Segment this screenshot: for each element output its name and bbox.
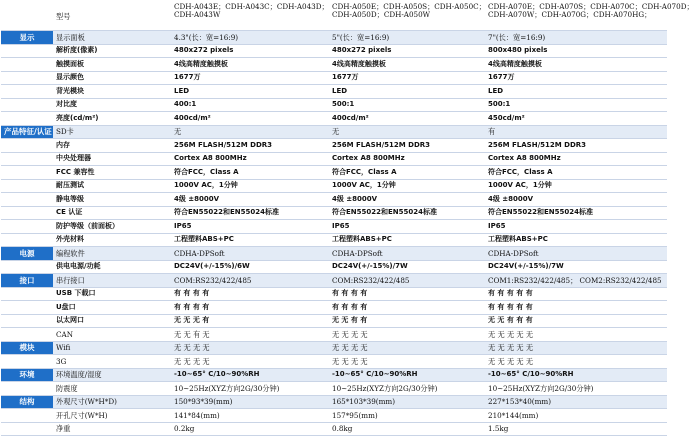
spec-value: 有 有 有 有 — [171, 287, 329, 301]
spec-value: 无 无 无 无 — [329, 328, 485, 342]
spec-row — [1, 58, 667, 72]
spec-value: 无 无 有 有 — [329, 314, 485, 328]
spec-label: 耐压测试 — [53, 179, 171, 193]
spec-label: 供电电源/功耗 — [53, 260, 171, 274]
spec-label: 背光模块 — [53, 85, 171, 99]
spec-value: 无 无 无 无 — [171, 355, 329, 369]
spec-value: 有 有 有 有 — [171, 301, 329, 315]
spec-row — [1, 260, 667, 274]
section-spacer — [1, 422, 53, 436]
spec-value: COM:RS232/422/485 — [171, 274, 329, 288]
spec-row — [1, 274, 667, 288]
spec-row — [1, 71, 667, 85]
spec-value: 符合EN55022和EN55024标准 — [171, 206, 329, 220]
spec-value: 210*144(mm) — [485, 409, 667, 423]
spec-row — [1, 206, 667, 220]
spec-value: 1000V AC，1分钟 — [329, 179, 485, 193]
spec-row — [1, 193, 667, 207]
spec-value: 无 无 无 无 — [171, 341, 329, 355]
section-spacer — [1, 152, 53, 166]
spec-label: Wifi — [53, 341, 171, 355]
spec-value: 157*95(mm) — [329, 409, 485, 423]
spec-row — [1, 368, 667, 382]
section-spacer — [1, 220, 53, 234]
header-model-a070 — [485, 1, 694, 31]
spec-value: LED — [485, 85, 667, 99]
spec-value: 227*153*40(mm) — [485, 395, 667, 409]
spec-row — [1, 179, 667, 193]
spec-value: 1.5kg — [485, 422, 667, 436]
section-label: 接口 — [1, 274, 53, 288]
spec-value: 10~25Hz(XYZ方向2G/30分钟) — [485, 382, 667, 396]
spec-value: 无 无 有 有 有 — [485, 314, 667, 328]
spec-value: -10~65° C/10~90%RH — [171, 368, 329, 382]
spec-row — [1, 85, 667, 99]
section-spacer — [1, 355, 53, 369]
spec-label: 外观尺寸(W*H*D) — [53, 395, 171, 409]
spec-row — [1, 328, 667, 342]
spec-row — [1, 139, 667, 153]
spec-value: DC24V(+/-15%)/7W — [485, 260, 667, 274]
spec-table — [1, 1, 694, 436]
spec-value: 无 — [171, 125, 329, 139]
spec-value: 符合FCC，Class A — [485, 166, 667, 180]
section-spacer — [1, 166, 53, 180]
spec-label: CAN — [53, 328, 171, 342]
spec-value: 无 无 有 无 — [171, 328, 329, 342]
section-label: 环境 — [1, 368, 53, 382]
section-spacer — [1, 193, 53, 207]
spec-label: 显示颜色 — [53, 71, 171, 85]
spec-value: 有 有 有 有 — [329, 301, 485, 315]
spec-label: 显示面板 — [53, 31, 171, 45]
spec-row — [1, 382, 667, 396]
spec-value: 无 无 无 无 — [329, 355, 485, 369]
spec-row — [1, 314, 667, 328]
spec-value: 5"(长：宽=16:9) — [329, 31, 485, 45]
spec-label: 防震度 — [53, 382, 171, 396]
spec-label: 对比度 — [53, 98, 171, 112]
spec-row — [1, 287, 667, 301]
model-a070-line-1: CDH-A070E；CDH-A070S；CDH-A070C；CDH-A070D； — [488, 2, 694, 11]
model-a043-line-2: CDH-A043W — [174, 10, 221, 19]
spec-value: 1677万 — [329, 71, 485, 85]
spec-value: 0.2kg — [171, 422, 329, 436]
spec-label: USB 下载口 — [53, 287, 171, 301]
spec-value: 4.3"(长：宽=16:9) — [171, 31, 329, 45]
spec-row — [1, 395, 667, 409]
spec-value: DC24V(+/-15%)/6W — [171, 260, 329, 274]
spec-value: 有 有 有 有 — [329, 287, 485, 301]
spec-label: 环境温度/湿度 — [53, 368, 171, 382]
spec-value: 有 — [485, 125, 667, 139]
spec-value: 工程塑料ABS+PC — [171, 233, 329, 247]
spec-value: IP65 — [171, 220, 329, 234]
spec-value: 无 无 无 有 — [171, 314, 329, 328]
spec-value: 有 有 有 有 有 — [485, 287, 667, 301]
spec-label: U盘口 — [53, 301, 171, 315]
spec-value: -10~65° C/10~90%RH — [329, 368, 485, 382]
header-corner — [1, 1, 53, 31]
spec-label: 防护等级（前面板） — [53, 220, 171, 234]
spec-label: 外壳材料 — [53, 233, 171, 247]
section-spacer — [1, 382, 53, 396]
spec-value: 7"(长：宽=16:9) — [485, 31, 667, 45]
spec-label: SD卡 — [53, 125, 171, 139]
spec-value: 480x272 pixels — [171, 44, 329, 58]
spec-row — [1, 247, 667, 261]
spec-label: 静电等级 — [53, 193, 171, 207]
spec-value: 4线高精度触摸板 — [171, 58, 329, 72]
spec-value: 符合EN55022和EN55024标准 — [485, 206, 667, 220]
spec-value: 256M FLASH/512M DDR3 — [329, 139, 485, 153]
spec-value: 400cd/m² — [329, 112, 485, 126]
spec-value: 工程塑料ABS+PC — [329, 233, 485, 247]
spec-label: 3G — [53, 355, 171, 369]
model-a050-line-2: CDH-A050D；CDH-A050W — [332, 10, 431, 19]
spec-row — [1, 125, 667, 139]
spec-row — [1, 301, 667, 315]
spec-value: 符合EN55022和EN55024标准 — [329, 206, 485, 220]
spec-value: CDHA-DPSoft — [485, 247, 667, 261]
spec-value: CDHA-DPSoft — [171, 247, 329, 261]
model-a070-line-2: CDH-A070W；CDH-A070G；CDH-A070HG； — [488, 10, 652, 19]
spec-value: 450cd/m² — [485, 112, 667, 126]
spec-value: 无 无 无 无 无 — [485, 341, 667, 355]
spec-row — [1, 233, 667, 247]
spec-value: 1000V AC，1分钟 — [485, 179, 667, 193]
spec-value: 500:1 — [485, 98, 667, 112]
section-spacer — [1, 85, 53, 99]
spec-value: 141*84(mm) — [171, 409, 329, 423]
section-spacer — [1, 98, 53, 112]
spec-value: DC24V(+/-15%)/7W — [329, 260, 485, 274]
section-spacer — [1, 179, 53, 193]
header-model-a043 — [171, 1, 329, 31]
header-label: 型号 — [53, 1, 171, 31]
spec-row — [1, 409, 667, 423]
spec-value: IP65 — [329, 220, 485, 234]
spec-label: 串行接口 — [53, 274, 171, 288]
section-spacer — [1, 301, 53, 315]
spec-row — [1, 152, 667, 166]
spec-value: 无 无 无 无 无 — [485, 355, 667, 369]
model-a043-line-1: CDH-A043E；CDH-A043C；CDH-A043D； — [174, 2, 329, 11]
spec-value: IP65 — [485, 220, 667, 234]
spec-value: 400cd/m² — [171, 112, 329, 126]
section-spacer — [1, 58, 53, 72]
spec-label: 内存 — [53, 139, 171, 153]
spec-label: 亮度(cd/m²) — [53, 112, 171, 126]
spec-value: 10~25Hz(XYZ方向2G/30分钟) — [171, 382, 329, 396]
section-spacer — [1, 112, 53, 126]
section-spacer — [1, 139, 53, 153]
section-spacer — [1, 44, 53, 58]
section-spacer — [1, 206, 53, 220]
spec-value: COM:RS232/422/485 — [329, 274, 485, 288]
section-spacer — [1, 328, 53, 342]
spec-row — [1, 355, 667, 369]
spec-value: CDHA-DPSoft — [329, 247, 485, 261]
spec-label: FCC 兼容性 — [53, 166, 171, 180]
header-model-a050 — [329, 1, 485, 31]
spec-value: 500:1 — [329, 98, 485, 112]
spec-value: Cortex A8 800MHz — [329, 152, 485, 166]
spec-label: 编程软件 — [53, 247, 171, 261]
section-label: 显示 — [1, 31, 53, 45]
spec-sheet — [1, 1, 694, 434]
spec-value: LED — [171, 85, 329, 99]
section-spacer — [1, 287, 53, 301]
spec-value: 符合FCC，Class A — [329, 166, 485, 180]
spec-value: 4级 ±8000V — [329, 193, 485, 207]
spec-row — [1, 31, 667, 45]
spec-value: 0.8kg — [329, 422, 485, 436]
spec-value: 无 — [329, 125, 485, 139]
spec-row — [1, 98, 667, 112]
spec-table-body — [1, 1, 694, 436]
spec-value: Cortex A8 800MHz — [171, 152, 329, 166]
spec-value: 165*103*39(mm) — [329, 395, 485, 409]
spec-value: 无 无 无 无 无 — [485, 328, 667, 342]
spec-value: -10~65° C/10~90%RH — [485, 368, 667, 382]
spec-value: 10~25Hz(XYZ方向2G/30分钟) — [329, 382, 485, 396]
spec-row — [1, 422, 667, 436]
section-label: 产品特征/认证 — [1, 125, 53, 139]
section-spacer — [1, 71, 53, 85]
spec-label: 净重 — [53, 422, 171, 436]
spec-value: 150*93*39(mm) — [171, 395, 329, 409]
spec-label: CE 认证 — [53, 206, 171, 220]
section-label: 结构 — [1, 395, 53, 409]
spec-value: 1677万 — [171, 71, 329, 85]
spec-value: 1677万 — [485, 71, 667, 85]
spec-label: 触摸面板 — [53, 58, 171, 72]
section-label: 模块 — [1, 341, 53, 355]
spec-value: 400:1 — [171, 98, 329, 112]
spec-value: COM1:RS232/422/485； COM2:RS232/422/485 — [485, 274, 667, 288]
spec-value: 4级 ±8000V — [171, 193, 329, 207]
spec-value: 480x272 pixels — [329, 44, 485, 58]
spec-row — [1, 220, 667, 234]
spec-row — [1, 341, 667, 355]
spec-value: 无 无 无 无 — [329, 341, 485, 355]
model-a050-line-1: CDH-A050E；CDH-A050S；CDH-A050C； — [332, 2, 486, 11]
spec-value: 1000V AC，1分钟 — [171, 179, 329, 193]
spec-value: 4线高精度触摸板 — [329, 58, 485, 72]
section-spacer — [1, 260, 53, 274]
spec-label: 以太网口 — [53, 314, 171, 328]
section-spacer — [1, 409, 53, 423]
spec-value: 符合FCC，Class A — [171, 166, 329, 180]
spec-value: 4线高精度触摸板 — [485, 58, 667, 72]
spec-row — [1, 112, 667, 126]
section-label: 电源 — [1, 247, 53, 261]
spec-value: 有 有 有 有 有 — [485, 301, 667, 315]
spec-value: Cortex A8 800MHz — [485, 152, 667, 166]
spec-label: 中央处理器 — [53, 152, 171, 166]
spec-row — [1, 44, 667, 58]
spec-value: 256M FLASH/512M DDR3 — [485, 139, 667, 153]
spec-label: 解析度(像素) — [53, 44, 171, 58]
spec-value: 工程塑料ABS+PC — [485, 233, 667, 247]
spec-value: LED — [329, 85, 485, 99]
section-spacer — [1, 233, 53, 247]
spec-value: 800x480 pixels — [485, 44, 667, 58]
section-spacer — [1, 314, 53, 328]
spec-label: 开孔尺寸(W*H) — [53, 409, 171, 423]
spec-row — [1, 166, 667, 180]
header-row — [1, 1, 667, 31]
spec-value: 4级 ±8000V — [485, 193, 667, 207]
spec-value: 256M FLASH/512M DDR3 — [171, 139, 329, 153]
